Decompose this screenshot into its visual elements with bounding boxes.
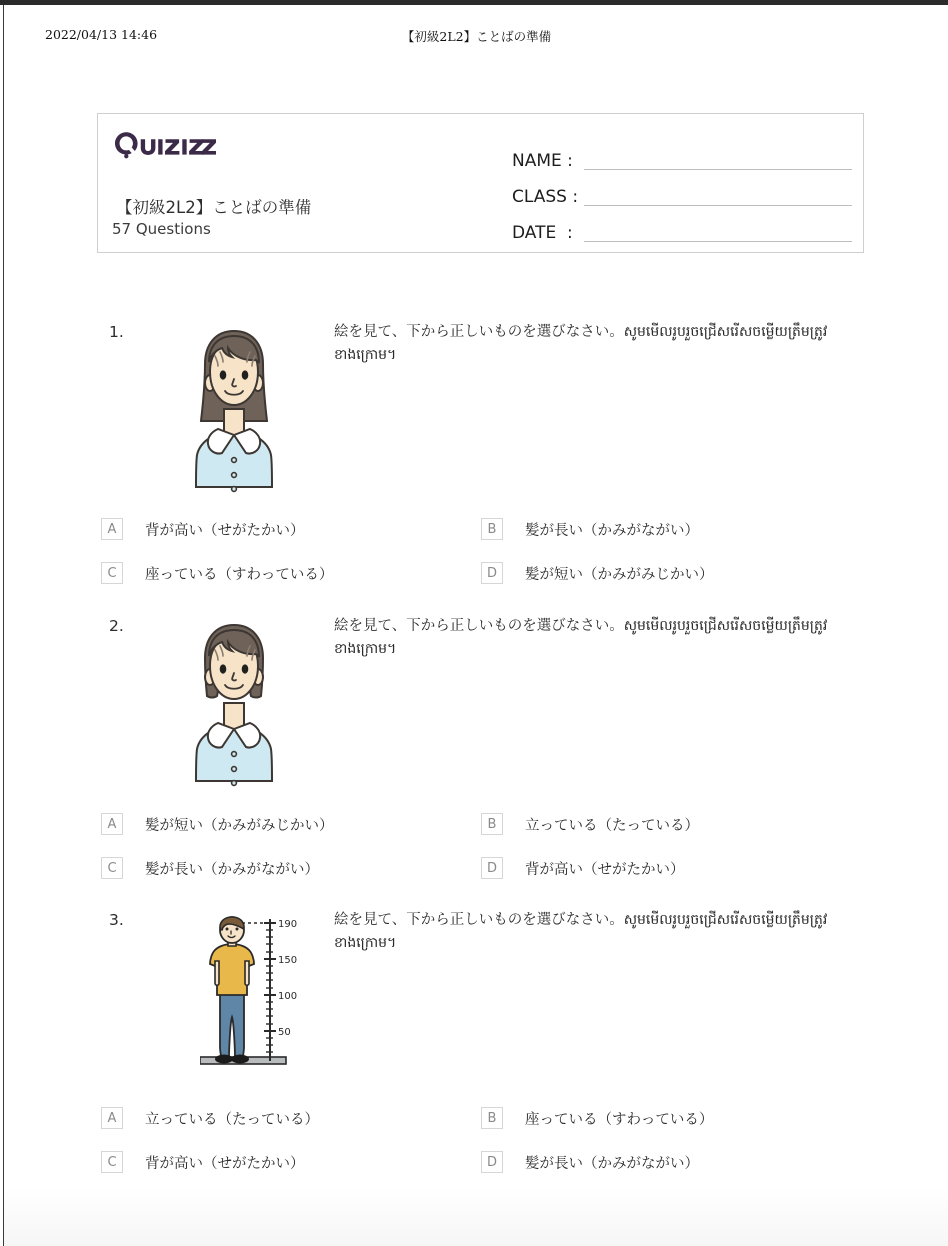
option-text: 座っている（すわっている） [145, 566, 334, 583]
option-letter: B [481, 1107, 503, 1129]
question-1-prompt [334, 321, 834, 368]
student-info-fields [512, 138, 852, 246]
question-1-option-d[interactable] [481, 561, 714, 585]
name-field-input[interactable] [584, 169, 852, 170]
question-2-prompt-jp: 絵を見て、下から正しいものを選びなさい。 [334, 618, 624, 634]
quiz-question-count: 57 Questions [112, 220, 211, 238]
question-3-option-a[interactable] [101, 1106, 319, 1130]
option-text: 座っている（すわっている） [525, 1111, 714, 1128]
print-header-title: 【初級2L2】ことばの準備 [401, 29, 552, 44]
print-header-date: 2022/04/13 14:46 [45, 27, 158, 42]
question-2-number: 2. [109, 617, 124, 635]
question-1-prompt-km: សូមមើលរូបរួចជ្រើសរើសចម្លើយត្រឹមត្រូវខាងក្រោម។ [334, 324, 828, 364]
option-text: 背が高い（せがたかい） [145, 1155, 305, 1172]
worksheet-page [3, 5, 948, 1246]
date-field-label: DATE : [512, 223, 573, 244]
option-text: 髪が短い（かみがみじかい） [145, 817, 334, 834]
question-3-number: 3. [109, 911, 124, 929]
class-field-label: CLASS : [512, 187, 579, 208]
question-2-option-a[interactable] [101, 812, 334, 836]
question-3-option-d[interactable] [481, 1150, 699, 1174]
option-letter: D [481, 857, 503, 879]
option-text: 立っている（たっている） [525, 817, 699, 834]
option-letter: C [101, 562, 123, 584]
print-header [4, 27, 948, 49]
ruler-label-190: 190 [278, 919, 298, 930]
option-text: 髪が長い（かみがながい） [145, 861, 319, 878]
worksheet-info-box [97, 113, 864, 253]
question-1-number: 1. [109, 323, 124, 341]
option-letter: D [481, 1151, 503, 1173]
question-1-image-woman-long-hair [184, 323, 284, 497]
question-1-option-b[interactable] [481, 517, 699, 541]
question-2-image-woman-short-hair [184, 617, 284, 791]
option-letter: C [101, 857, 123, 879]
question-2-option-d[interactable] [481, 856, 685, 880]
ruler-label-50: 50 [278, 1027, 291, 1038]
question-3-prompt [334, 909, 834, 956]
ruler-label-150: 150 [278, 955, 298, 966]
option-letter: B [481, 518, 503, 540]
class-field-row [512, 174, 852, 210]
option-letter: A [101, 1107, 123, 1129]
question-1-prompt-jp: 絵を見て、下から正しいものを選びなさい。 [334, 324, 624, 340]
option-letter: A [101, 813, 123, 835]
question-2-option-c[interactable] [101, 856, 319, 880]
question-2-prompt [334, 615, 834, 662]
question-1-option-c[interactable] [101, 561, 333, 585]
option-letter: A [101, 518, 123, 540]
question-3-prompt-jp: 絵を見て、下から正しいものを選びなさい。 [334, 912, 624, 928]
quiz-title: 【初級2L2】ことばの準備 [116, 198, 312, 217]
quizizz-logo-mark [114, 131, 216, 159]
date-field-input[interactable] [584, 241, 852, 242]
option-text: 背が高い（せがたかい） [525, 861, 685, 878]
option-text: 髪が長い（かみがながい） [525, 522, 699, 539]
name-field-label: NAME : [512, 151, 573, 172]
option-text: 立っている（たっている） [145, 1111, 319, 1128]
option-letter: D [481, 562, 503, 584]
question-3-option-c[interactable] [101, 1150, 305, 1174]
question-3-prompt-km: សូមមើលរូបរួចជ្រើសរើសចម្លើយត្រឹមត្រូវខាងក្រោម។ [334, 912, 828, 952]
page-bottom-shadow [4, 1186, 948, 1246]
ruler-label-100: 100 [278, 991, 298, 1002]
date-field-row [512, 210, 852, 246]
class-field-input[interactable] [584, 205, 852, 206]
question-3-image-man-height-chart [200, 911, 300, 1077]
question-3-option-b[interactable] [481, 1106, 713, 1130]
option-letter: C [101, 1151, 123, 1173]
question-2-option-b[interactable] [481, 812, 699, 836]
question-1-option-a[interactable] [101, 517, 305, 541]
option-text: 背が高い（せがたかい） [145, 522, 305, 539]
question-2-prompt-km: សូមមើលរូបរួចជ្រើសរើសចម្លើយត្រឹមត្រូវខាងក្រោម។ [334, 618, 828, 658]
option-letter: B [481, 813, 503, 835]
option-text: 髪が長い（かみがながい） [525, 1155, 699, 1172]
option-text: 髪が短い（かみがみじかい） [525, 566, 714, 583]
name-field-row [512, 138, 852, 174]
quizizz-logo [114, 131, 216, 161]
